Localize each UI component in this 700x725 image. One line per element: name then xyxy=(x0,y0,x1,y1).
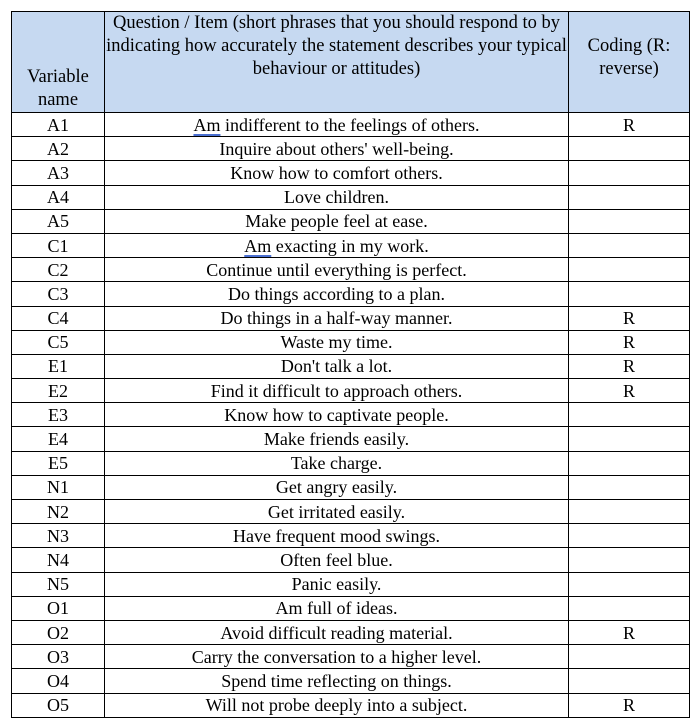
header-question-item: Question / Item (short phrases that you should respond to by indicating how accurately the statement describes your typical behaviour or attitudes) xyxy=(105,12,569,113)
item-cell: Find it difficult to approach others. xyxy=(105,379,569,403)
table-row xyxy=(12,620,690,644)
variable-cell: A5 xyxy=(12,209,105,233)
coding-cell xyxy=(569,669,690,693)
table-row xyxy=(12,693,690,717)
item-cell: Know how to captivate people. xyxy=(105,403,569,427)
header-variable-name: Variable name xyxy=(12,12,105,113)
item-cell: Will not probe deeply into a subject. xyxy=(105,693,569,717)
item-rest: indifferent to the feelings of others. xyxy=(220,114,480,135)
coding-cell xyxy=(569,596,690,620)
coding-cell xyxy=(569,282,690,306)
table-row xyxy=(12,185,690,209)
item-prefix: Am xyxy=(193,114,221,135)
coding-cell xyxy=(569,403,690,427)
variable-cell: A3 xyxy=(12,161,105,185)
item-cell: Spend time reflecting on things. xyxy=(105,669,569,693)
variable-cell: N3 xyxy=(12,524,105,548)
coding-cell xyxy=(569,258,690,282)
header-coding: Coding (R: reverse) xyxy=(569,12,690,113)
item-cell: Am full of ideas. xyxy=(105,596,569,620)
variable-cell: O5 xyxy=(12,693,105,717)
variable-cell: O2 xyxy=(12,620,105,644)
item-cell: Have frequent mood swings. xyxy=(105,524,569,548)
coding-cell: R xyxy=(569,113,690,137)
table-row xyxy=(12,403,690,427)
table-row xyxy=(12,475,690,499)
item-cell: Inquire about others' well-being. xyxy=(105,137,569,161)
table-row xyxy=(12,524,690,548)
variable-cell: C1 xyxy=(12,233,105,257)
variable-cell: E4 xyxy=(12,427,105,451)
item-rest: exacting in my work. xyxy=(271,235,429,256)
item-cell xyxy=(105,233,569,257)
item-cell xyxy=(105,113,569,137)
coding-cell xyxy=(569,209,690,233)
personality-items-table xyxy=(11,11,690,718)
table-row xyxy=(12,379,690,403)
coding-cell xyxy=(569,233,690,257)
variable-cell: C3 xyxy=(12,282,105,306)
coding-cell xyxy=(569,645,690,669)
table-row xyxy=(12,451,690,475)
table-row xyxy=(12,282,690,306)
item-cell: Make friends easily. xyxy=(105,427,569,451)
item-cell: Waste my time. xyxy=(105,330,569,354)
table-row xyxy=(12,548,690,572)
item-cell: Carry the conversation to a higher level. xyxy=(105,645,569,669)
variable-cell: E2 xyxy=(12,379,105,403)
header-row xyxy=(12,12,690,113)
item-cell: Don't talk a lot. xyxy=(105,354,569,378)
coding-cell: R xyxy=(569,620,690,644)
item-cell: Do things according to a plan. xyxy=(105,282,569,306)
item-cell: Make people feel at ease. xyxy=(105,209,569,233)
coding-cell xyxy=(569,572,690,596)
coding-cell xyxy=(569,548,690,572)
coding-cell xyxy=(569,427,690,451)
table-row xyxy=(12,113,690,137)
variable-cell: A1 xyxy=(12,113,105,137)
coding-cell xyxy=(569,161,690,185)
item-cell: Panic easily. xyxy=(105,572,569,596)
item-cell: Avoid difficult reading material. xyxy=(105,620,569,644)
variable-cell: O1 xyxy=(12,596,105,620)
table-row xyxy=(12,354,690,378)
variable-cell: O4 xyxy=(12,669,105,693)
variable-cell: A4 xyxy=(12,185,105,209)
coding-cell xyxy=(569,500,690,524)
coding-cell xyxy=(569,475,690,499)
coding-cell: R xyxy=(569,379,690,403)
coding-cell: R xyxy=(569,306,690,330)
item-cell: Get angry easily. xyxy=(105,475,569,499)
variable-cell: N5 xyxy=(12,572,105,596)
coding-cell xyxy=(569,524,690,548)
table-container xyxy=(11,11,690,718)
variable-cell: E3 xyxy=(12,403,105,427)
coding-cell: R xyxy=(569,354,690,378)
item-prefix: Am xyxy=(244,235,272,256)
item-cell: Take charge. xyxy=(105,451,569,475)
table-row xyxy=(12,258,690,282)
item-cell: Get irritated easily. xyxy=(105,500,569,524)
coding-cell xyxy=(569,451,690,475)
coding-cell: R xyxy=(569,693,690,717)
variable-cell: C4 xyxy=(12,306,105,330)
item-cell: Do things in a half-way manner. xyxy=(105,306,569,330)
table-row xyxy=(12,500,690,524)
variable-cell: E5 xyxy=(12,451,105,475)
coding-cell xyxy=(569,185,690,209)
table-row xyxy=(12,233,690,257)
coding-cell xyxy=(569,137,690,161)
variable-cell: E1 xyxy=(12,354,105,378)
table-row xyxy=(12,137,690,161)
item-cell: Know how to comfort others. xyxy=(105,161,569,185)
item-cell: Continue until everything is perfect. xyxy=(105,258,569,282)
table-row xyxy=(12,306,690,330)
coding-cell: R xyxy=(569,330,690,354)
variable-cell: O3 xyxy=(12,645,105,669)
table-row xyxy=(12,427,690,451)
variable-cell: N4 xyxy=(12,548,105,572)
item-cell: Often feel blue. xyxy=(105,548,569,572)
variable-cell: C5 xyxy=(12,330,105,354)
table-body xyxy=(12,113,690,718)
table-row xyxy=(12,645,690,669)
table-row xyxy=(12,669,690,693)
table-row xyxy=(12,330,690,354)
table-row xyxy=(12,572,690,596)
table-row xyxy=(12,209,690,233)
variable-cell: C2 xyxy=(12,258,105,282)
table-row xyxy=(12,596,690,620)
item-cell: Love children. xyxy=(105,185,569,209)
table-row xyxy=(12,161,690,185)
variable-cell: A2 xyxy=(12,137,105,161)
variable-cell: N2 xyxy=(12,500,105,524)
variable-cell: N1 xyxy=(12,475,105,499)
